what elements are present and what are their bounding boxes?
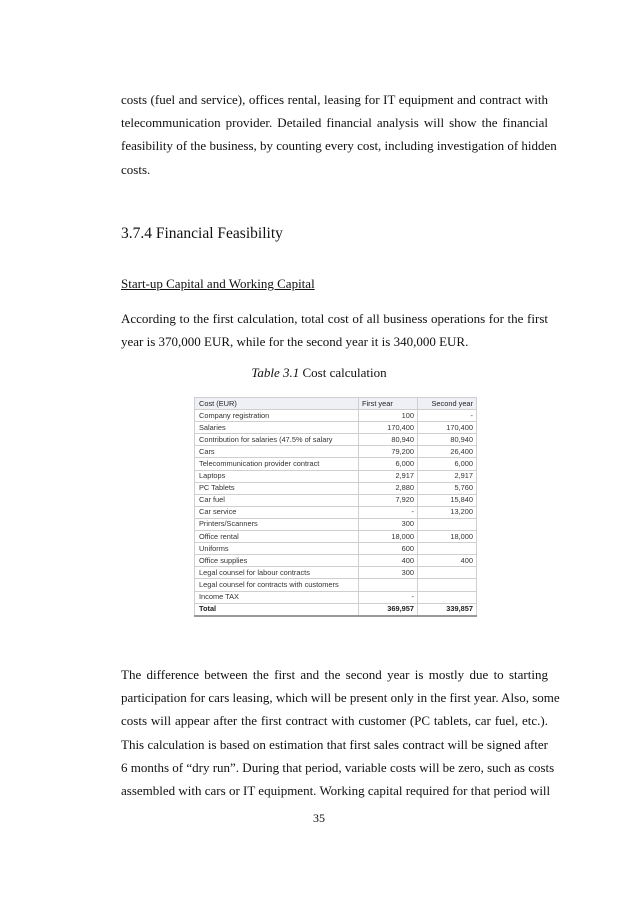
row-first-year: 300 xyxy=(359,567,418,579)
cost-table xyxy=(194,397,477,617)
row-second-year: 18,000 xyxy=(418,531,477,543)
row-first-year: 2,880 xyxy=(359,482,418,494)
table-row xyxy=(195,458,477,470)
row-label: Laptops xyxy=(195,470,359,482)
row-label: Office rental xyxy=(195,531,359,543)
row-first-year: 79,200 xyxy=(359,446,418,458)
text-line: assembled with cars or IT equipment. Working capital required for that period will xyxy=(121,783,551,799)
row-second-year xyxy=(418,591,477,603)
row-label: Office supplies xyxy=(195,555,359,567)
row-second-year: 2,917 xyxy=(418,470,477,482)
page-number: 35 xyxy=(313,811,325,825)
row-second-year: 13,200 xyxy=(418,506,477,518)
text-line: telecommunication provider. Detailed financial analysis will show the financial xyxy=(121,115,548,131)
row-label: Printers/Scanners xyxy=(195,518,359,530)
row-second-year: 6,000 xyxy=(418,458,477,470)
row-first-year: 170,400 xyxy=(359,422,418,434)
row-label: PC Tablets xyxy=(195,482,359,494)
row-first-year: 600 xyxy=(359,543,418,555)
column-header-cost: Cost (EUR) xyxy=(195,398,359,410)
table-caption xyxy=(0,365,638,381)
table-row xyxy=(195,531,477,543)
row-second-year: 5,760 xyxy=(418,482,477,494)
text-line: This calculation is based on estimation that first sales contract will be signed after xyxy=(121,736,548,752)
row-label: Salaries xyxy=(195,422,359,434)
total-first-year: 369,957 xyxy=(359,603,418,616)
row-label: Company registration xyxy=(195,410,359,422)
row-label: Car service xyxy=(195,506,359,518)
table-row xyxy=(195,555,477,567)
section-heading: 3.7.4 Financial Feasibility xyxy=(121,225,283,242)
row-first-year: - xyxy=(359,591,418,603)
text-line: costs (fuel and service), offices rental, leasing for IT equipment and contract with xyxy=(121,92,548,107)
row-first-year: 7,920 xyxy=(359,494,418,506)
row-first-year: 18,000 xyxy=(359,531,418,543)
row-label: Telecommunication provider contract xyxy=(195,458,359,470)
row-first-year: 2,917 xyxy=(359,470,418,482)
column-header-second-year: Second year xyxy=(418,398,477,410)
row-second-year xyxy=(418,579,477,591)
row-label: Cars xyxy=(195,446,359,458)
table-row xyxy=(195,518,477,530)
row-label: Car fuel xyxy=(195,494,359,506)
row-first-year: - xyxy=(359,506,418,518)
table-row xyxy=(195,422,477,434)
row-label: Income TAX xyxy=(195,591,359,603)
row-second-year xyxy=(418,518,477,530)
row-second-year: 26,400 xyxy=(418,446,477,458)
text-line: According to the first calculation, total cost of all business operations for the first xyxy=(121,311,548,326)
total-row xyxy=(195,603,477,616)
row-first-year: 6,000 xyxy=(359,458,418,470)
text-line: participation for cars leasing, which will be present only in the first year. Also, some xyxy=(121,690,560,706)
row-second-year xyxy=(418,567,477,579)
table-caption-text: Cost calculation xyxy=(299,365,387,380)
difference-paragraph xyxy=(121,663,560,802)
row-second-year: 15,840 xyxy=(418,494,477,506)
capital-paragraph xyxy=(121,307,548,353)
text-line: costs. xyxy=(121,161,151,177)
table-header-row xyxy=(195,398,477,410)
row-second-year: 400 xyxy=(418,555,477,567)
column-header-first-year: First year xyxy=(359,398,418,410)
row-second-year xyxy=(418,543,477,555)
row-label: Legal counsel for labour contracts xyxy=(195,567,359,579)
text-line: feasibility of the business, by counting every cost, including investigation of hidden xyxy=(121,138,557,154)
table-row xyxy=(195,579,477,591)
row-first-year: 300 xyxy=(359,518,418,530)
row-first-year: 80,940 xyxy=(359,434,418,446)
text-line: The difference between the first and the second year is mostly due to starting xyxy=(121,667,548,682)
row-second-year: - xyxy=(418,410,477,422)
row-label: Legal counsel for contracts with customers xyxy=(195,579,359,591)
text-line: 6 months of “dry run”. During that period, variable costs will be zero, such as costs xyxy=(121,759,555,775)
row-second-year: 80,940 xyxy=(418,434,477,446)
row-first-year: 100 xyxy=(359,410,418,422)
table-row xyxy=(195,543,477,555)
total-label: Total xyxy=(195,603,359,616)
row-label: Uniforms xyxy=(195,543,359,555)
row-second-year: 170,400 xyxy=(418,422,477,434)
table-row xyxy=(195,494,477,506)
table-body xyxy=(195,410,477,604)
table-row xyxy=(195,434,477,446)
table-row xyxy=(195,410,477,422)
intro-paragraph xyxy=(121,88,557,181)
table-row xyxy=(195,567,477,579)
table-row xyxy=(195,506,477,518)
table-row xyxy=(195,482,477,494)
text-line: costs will appear after the first contract with customer (PC tablets, car fuel, etc.). xyxy=(121,713,548,729)
table-row xyxy=(195,470,477,482)
row-label: Contribution for salaries (47.5% of salary xyxy=(195,434,359,446)
subsection-heading: Start-up Capital and Working Capital xyxy=(121,276,315,291)
table-row xyxy=(195,591,477,603)
table-row xyxy=(195,446,477,458)
row-first-year xyxy=(359,579,418,591)
table-caption-label: Table 3.1 xyxy=(251,365,300,380)
row-first-year: 400 xyxy=(359,555,418,567)
total-second-year: 339,857 xyxy=(418,603,477,616)
text-line: year is 370,000 EUR, while for the second year it is 340,000 EUR. xyxy=(121,334,469,350)
